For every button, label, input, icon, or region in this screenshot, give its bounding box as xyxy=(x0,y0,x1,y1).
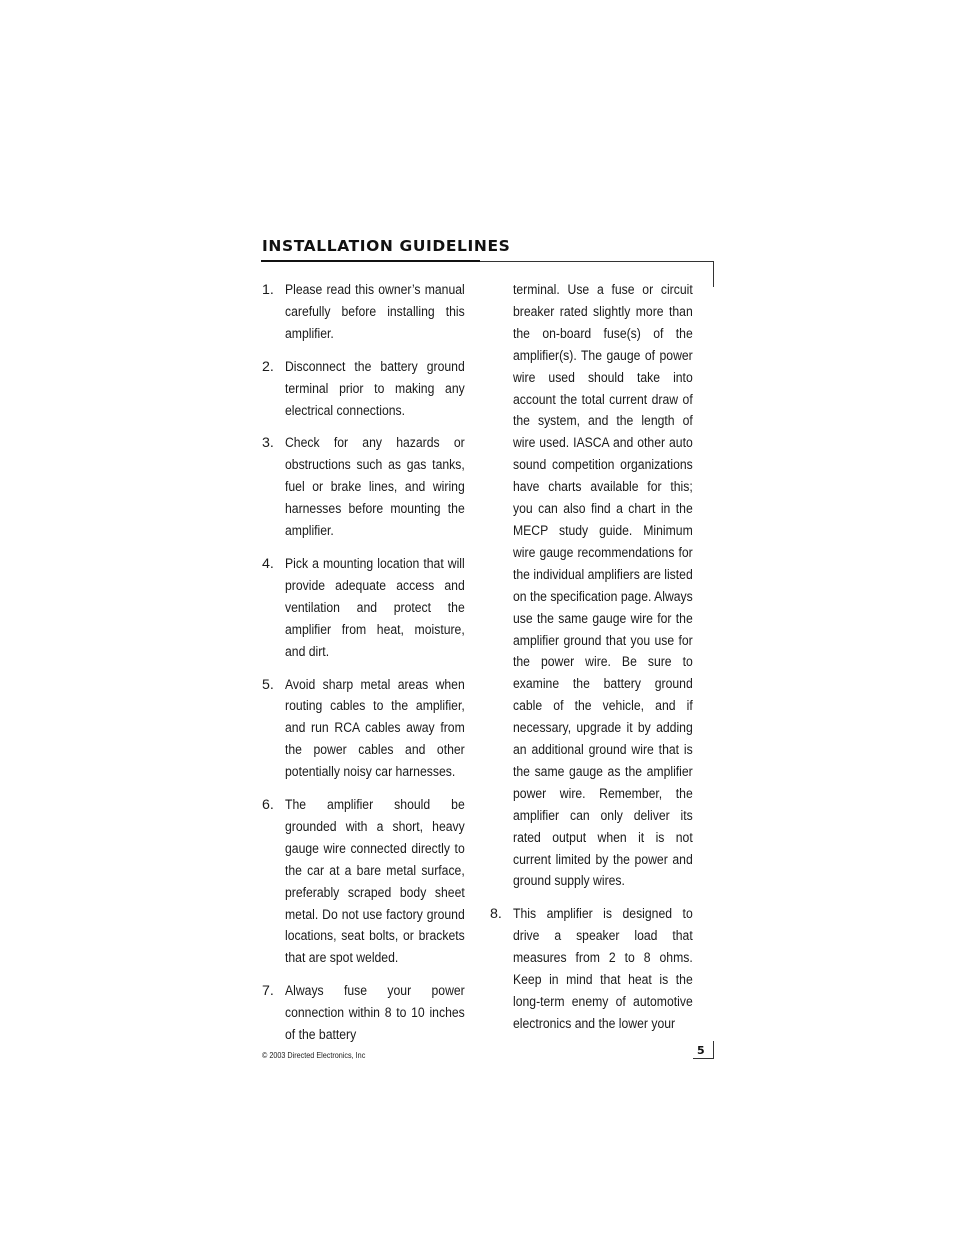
heading-underline xyxy=(261,260,480,262)
left-column xyxy=(262,280,464,1058)
guideline-item xyxy=(262,795,464,970)
item-number: 3. xyxy=(262,435,274,452)
header-rule xyxy=(480,261,714,262)
guideline-item xyxy=(262,280,464,346)
guideline-item xyxy=(262,433,464,543)
right-column xyxy=(490,280,692,1047)
header-rule-tick xyxy=(713,261,714,287)
page-number-tick xyxy=(713,1041,714,1058)
item-text: Disconnect the battery ground terminal prior to making any electrical connections. xyxy=(285,358,465,419)
guideline-list-left xyxy=(262,280,464,1047)
item-number: 1. xyxy=(262,282,274,298)
item-text: Always fuse your power connection within 8 to 10 inches of the battery xyxy=(285,983,465,1044)
guideline-item xyxy=(490,904,692,1035)
item-number: 8. xyxy=(490,906,502,923)
guideline-list-right xyxy=(490,904,692,1035)
item-text: Please read this owner’s manual carefully before installing this amplifier. xyxy=(285,282,465,342)
item-number: 4. xyxy=(262,555,274,572)
section-heading: INSTALLATION GUIDELINES xyxy=(262,237,511,255)
page-number: 5 xyxy=(697,1044,705,1057)
guideline-item xyxy=(262,357,464,423)
item-text: Pick a mounting location that will provide adequate access and ventilation and protect the amplifier from heat, moisture, and dirt. xyxy=(285,555,465,660)
copyright-notice: © 2003 Directed Electronics, Inc xyxy=(262,1050,366,1060)
continuation-text: terminal. Use a fuse or circuit breaker rated slightly more than the on-board fuse(s) of the amplifier(s). The gauge of power wire used should take into account the total current draw of the system, and the length of wire used. IASCA and other auto sound competition organizations have charts available for this; you can also find a chart in the MECP study guide. Minimum wire gauge recommendations for the individual amplifiers are listed on the specification page. Always use the same gauge wire for the amplifier ground that you use for the power wire. Be sure to examine the battery ground cable of the vehicle, and if necessary, upgrade it by adding an additional ground wire that is the same gauge as the amplifier power wire. Remember, the amplifier can only deliver its rated output when it is not current limited by the power and ground supply wires. xyxy=(513,282,693,890)
item-number: 6. xyxy=(262,797,274,814)
item-text: The amplifier should be grounded with a short, heavy gauge wire connected directly to the car at a bare metal surface, preferably scraped body sheet metal. Do not use factory ground locations, seat bolts, or brackets that are spot welded. xyxy=(285,797,465,967)
page-number-rule xyxy=(693,1058,714,1059)
guideline-item xyxy=(262,981,464,1047)
guideline-7-continuation xyxy=(490,280,692,893)
item-number: 7. xyxy=(262,983,274,1000)
guideline-item xyxy=(262,554,464,664)
item-number: 2. xyxy=(262,358,274,375)
item-number: 5. xyxy=(262,676,274,693)
item-text: Avoid sharp metal areas when routing cables to the amplifier, and run RCA cables away from the power cables and other potentially noisy car harnesses. xyxy=(285,676,465,781)
item-text: Check for any hazards or obstructions such as gas tanks, fuel or brake lines, and wiring harnesses before mounting the amplifier. xyxy=(285,435,465,540)
guideline-item xyxy=(262,675,464,785)
item-text: This amplifier is designed to drive a speaker load that measures from 2 to 8 ohms. Keep in mind that heat is the long-term enemy of automotive electronics and the lower your xyxy=(513,906,693,1032)
